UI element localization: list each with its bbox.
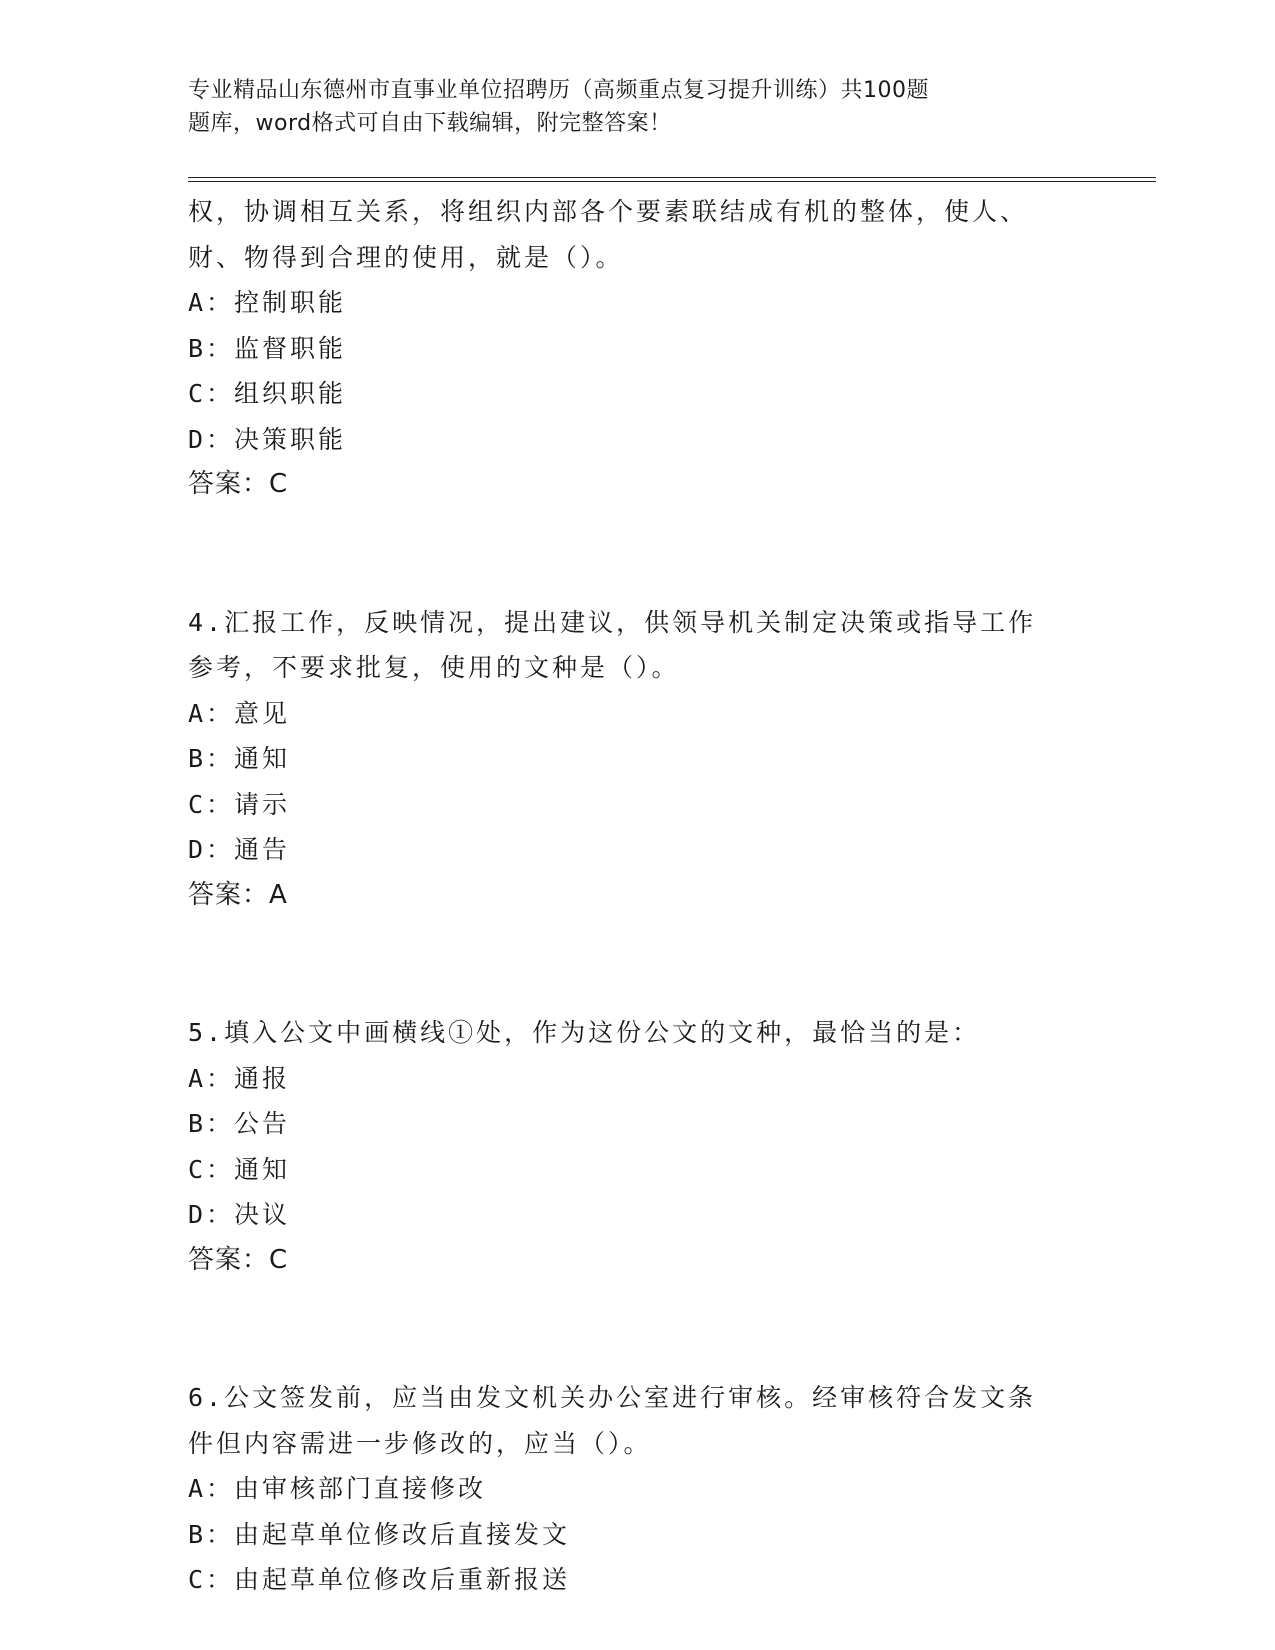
question-stem-line: 4.汇报工作，反映情况，提出建议，供领导机关制定决策或指导工作 — [188, 607, 1037, 637]
document-body — [188, 189, 1088, 1603]
option-a: A：控制职能 — [188, 288, 347, 317]
option-a: A：意见 — [188, 698, 291, 728]
question-stem-line: 参考，不要求批复，使用的文种是（）。 — [188, 653, 680, 682]
page-header — [188, 74, 1048, 140]
option-a: A：由审核部门直接修改 — [188, 1474, 487, 1503]
option-b: B：公告 — [188, 1109, 291, 1138]
header-double-rule — [188, 177, 1156, 182]
question-stem-line: 件但内容需进一步修改的，应当（）。 — [188, 1428, 652, 1458]
option-b: B：监督职能 — [188, 333, 347, 363]
answer: 答案：C — [188, 1244, 289, 1275]
answer: 答案：C — [188, 469, 289, 499]
question-stem-line: 权，协调相互关系，将组织内部各个要素联结成有机的整体，使人、 — [188, 197, 1029, 226]
question-stem-line: 6.公文签发前，应当由发文机关办公室进行审核。经审核符合发文条 — [188, 1383, 1037, 1412]
option-d: D：通告 — [188, 835, 291, 864]
question-3 — [188, 189, 1088, 508]
question-4 — [188, 600, 1088, 919]
question-stem-line: 5.填入公文中画横线①处，作为这份公文的文种，最恰当的是： — [188, 1018, 981, 1047]
option-c: C：由起草单位修改后重新报送 — [188, 1565, 571, 1594]
question-5 — [188, 1010, 1088, 1283]
option-b: B：由起草单位修改后直接发文 — [188, 1519, 571, 1549]
option-b: B：通知 — [188, 744, 291, 773]
answer: 答案：A — [188, 879, 288, 910]
question-stem-line: 财、物得到合理的使用，就是（）。 — [188, 242, 624, 272]
option-c: C：组织职能 — [188, 379, 347, 408]
option-d: D：决策职能 — [188, 424, 347, 454]
question-6 — [188, 1375, 1088, 1603]
header-line-1: 专业精品山东德州市直事业单位招聘历（高频重点复习提升训练）共100题 — [188, 78, 929, 103]
option-c: C：通知 — [188, 1154, 291, 1184]
option-a: A：通报 — [188, 1063, 291, 1093]
option-c: C：请示 — [188, 789, 291, 819]
option-d: D：决议 — [188, 1200, 291, 1229]
header-line-2: 题库，word格式可自由下载编辑，附完整答案！ — [188, 111, 672, 136]
